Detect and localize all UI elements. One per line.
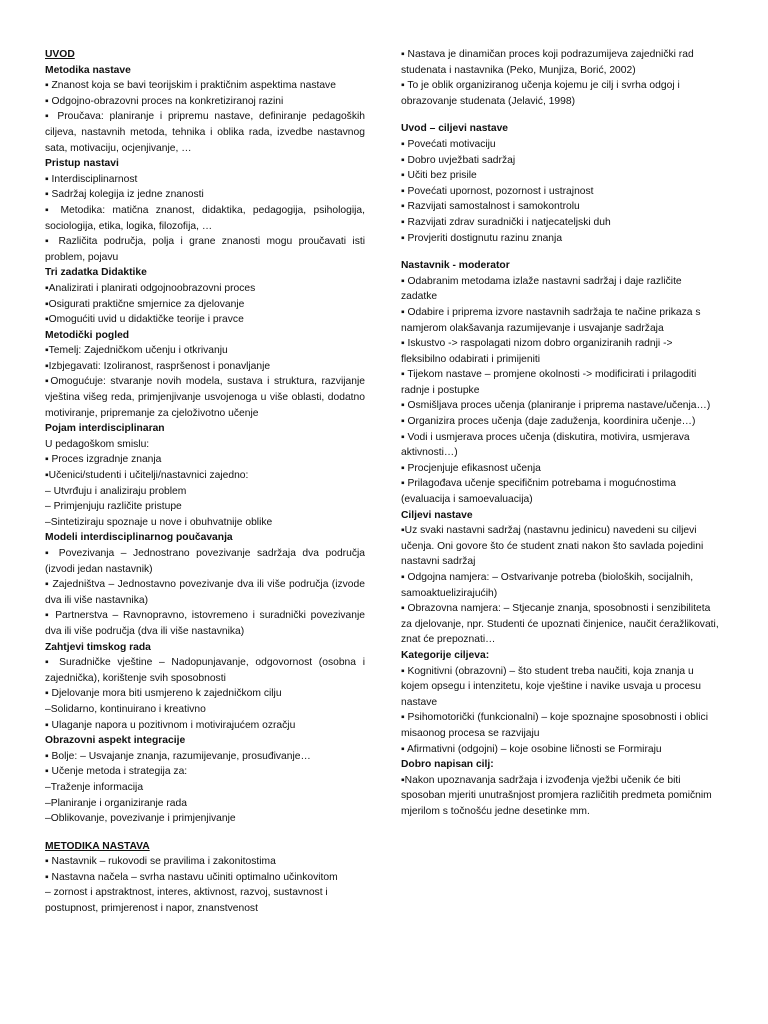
text-line: ▪ Kognitivni (obrazovni) – što student treba naučiti, koja znanja u kojem opsegu i intenzitetu, koje vještine i navike usvaja u procesu nastave xyxy=(401,665,701,708)
text-line: ▪ Dobro uvježbati sadržaj xyxy=(401,154,516,166)
text-line: ▪ Zajedništva – Jednostavno povezivanje dva ili više područja (izvode dva ili više nastavnika) xyxy=(45,579,365,606)
text-line: ▪Temelj: Zajedničkom učenju i otkrivanju xyxy=(45,345,228,357)
text-line: ▪Osigurati praktične smjernice za djelovanje xyxy=(45,298,245,310)
text-line: ▪ Nastavnik – rukovodi se pravilima i zakonitostima xyxy=(45,856,276,868)
text-line: ▪ To je oblik organiziranog učenja kojemu je cilj i svrha odgoj i obrazovanje studenata (Jelavić, 1998) xyxy=(401,80,680,107)
text-line: ▪ Povezivanja – Jednostrano povezivanje sadržaja dva područja (izvodi jedan nastavnik) xyxy=(45,548,365,575)
text-line: ▪ Povećati motivaciju xyxy=(401,138,496,150)
text-line: – Primjenjuju različite pristupe xyxy=(45,501,182,513)
text-line: ▪ Povećati upornost, pozornost i ustrajnost xyxy=(401,185,594,197)
text-line: ▪ Učenje metoda i strategija za: xyxy=(45,766,188,778)
text-line: ▪ Prilagođava učenje specifičnim potrebama i mogućnostima (evaluacija i samoevaluacija) xyxy=(401,478,676,506)
text-line: –Traženje informacija xyxy=(45,781,144,793)
text-line: ▪Učenici/studenti i učitelji/nastavnici zajedno: xyxy=(45,470,249,482)
section-heading: Obrazovni aspekt integracije xyxy=(45,735,186,747)
text-line: ▪ Djelovanje mora biti usmjereno k zajedničkom cilju xyxy=(45,688,282,700)
text-line: ▪Nakon upoznavanja sadržaja i izvođenja vježbi učenik će biti sposoban mjeriti unutrašnjost promjera različitih predmeta pomičnim mjerilom s točnošću jedne desetinke mm. xyxy=(401,774,712,817)
section-heading: Modeli interdisciplinarnog poučavanja xyxy=(45,532,233,544)
text-line: ▪ Vodi i usmjerava proces učenja (diskutira, motivira, usmjerava aktivnosti…) xyxy=(401,431,690,459)
text-line: ▪ Tijekom nastave – promjene okolnosti -> modificirati i prilagoditi radnje i postupke xyxy=(401,369,697,396)
text-line: –Oblikovanje, povezivanje i primjenjivanje xyxy=(45,813,236,825)
text-line: ▪ Odabranim metodama izlaže nastavni sadržaj i daje različite zadatke xyxy=(401,275,682,303)
text-line: ▪ Sadržaj kolegija iz jedne znanosti xyxy=(45,189,204,201)
section-heading: METODIKA NASTAVA xyxy=(45,840,150,852)
text-line: ▪ Razvijati samostalnost i samokontrolu xyxy=(401,201,580,213)
section-heading: Nastavnik - moderator xyxy=(401,260,510,272)
text-line: ▪Omogućiti uvid u didaktičke teorije i pravce xyxy=(45,314,244,326)
text-line: ▪ Organizira proces učenja (daje zaduženja, koordinira učenje…) xyxy=(401,416,696,428)
section-heading: Pojam interdisciplinaran xyxy=(45,423,165,435)
text-line: ▪ Proučava: planiranje i pripremu nastave, definiranje pedagoških ciljeva, nastavnih metoda, tehnika i oblika rada, izvedbe nastavnog sata, motivaciju, ocjenjivanje, … xyxy=(45,111,365,154)
text-line: ▪ Interdisciplinarnost xyxy=(45,173,138,185)
text-line: ▪ Bolje: – Usvajanje znanja, razumijevanje, prosuđivanje… xyxy=(45,750,311,762)
text-line: –Sintetiziraju spoznaje u nove i obuhvatnije oblike xyxy=(45,516,273,528)
text-line: ▪ Obrazovna namjera: – Stjecanje znanja, sposobnosti i senzibiliteta za djelovanje, npr. Studenti će upoznati činjenice, naučit ćeražlikovati, znat će prepoznati… xyxy=(401,603,719,646)
text-line: ▪Omogućuje: stvaranje novih modela, sustava i struktura, razvijanje vještina višeg reda, primjenjivanje usvojenoga u više oblasti, dodatno motiviranje, pripremanje za cjeloživotno učenje xyxy=(45,376,365,419)
section-heading: Kategorije ciljeva: xyxy=(401,649,490,661)
text-line: ▪ Učiti bez prisile xyxy=(401,170,477,182)
text-line: ▪ Metodika: matična znanost, didaktika, pedagogija, psihologija, sociologija, etika, logika, filozofija, … xyxy=(45,204,365,232)
text-line: ▪Izbjegavati: Izoliranost, raspršenost i ponavljanje xyxy=(45,360,271,372)
text-line: U pedagoškom smislu: xyxy=(45,438,150,450)
text-line: ▪ Suradničke vještine – Nadopunjavanje, odgovornost (osobna i zajednička), korištenje svih sposobnosti xyxy=(45,657,365,684)
text-line: –Solidarno, kontinuirano i kreativno xyxy=(45,703,206,715)
section-heading: Metodički pogled xyxy=(45,329,130,341)
text-line: ▪ Nastava je dinamičan proces koji podrazumijeva zajednički rad studenata i nastavnika (Peko, Munjiza, Borić, 2002) xyxy=(401,49,694,76)
text-line: ▪ Nastavna načela – svrha nastavu učiniti optimalno učinkovitom xyxy=(45,871,338,883)
text-line: – Utvrđuju i analiziraju problem xyxy=(45,485,187,497)
text-line: ▪ Odgojna namjera: – Ostvarivanje potreba (bioloških, socijalnih, samoaktuelizirajućih) xyxy=(401,572,694,599)
text-line: ▪ Ulaganje napora u pozitivnom i motivirajućem ozračju xyxy=(45,719,296,731)
text-line: ▪ Iskustvo -> raspolagati nizom dobro organiziranih radnji -> fleksibilno odabirati i primijeniti xyxy=(401,338,673,365)
section-heading: Uvod – ciljevi nastave xyxy=(401,123,509,135)
section-heading: Tri zadatka Didaktike xyxy=(45,267,147,279)
text-line: ▪ Afirmativni (odgojni) – koje osobine ličnosti se Formiraju xyxy=(401,743,662,755)
text-line: ▪ Odabire i priprema izvore nastavnih sadržaja te načine prikaza s namjerom olakšavanja razumijevanje i usvajanje sadržaja xyxy=(401,306,701,334)
text-line: ▪Uz svaki nastavni sadržaj (nastavnu jedinicu) navedeni su ciljevi učenja. Oni govore što će student znati nakon što savlada pojedini nastavni sadržaj xyxy=(401,525,704,568)
section-heading: Pristup nastavi xyxy=(45,158,119,170)
text-line: ▪ Znanost koja se bavi teorijskim i praktičnim aspektima nastave xyxy=(45,80,336,92)
text-line: ▪ Procjenjuje efikasnost učenja xyxy=(401,462,541,474)
section-heading: Dobro napisan cilj: xyxy=(401,759,494,771)
section-heading: Ciljevi nastave xyxy=(401,509,473,521)
left-column xyxy=(45,47,365,917)
section-heading: Metodika nastave xyxy=(45,64,131,76)
text-line: –Planiranje i organiziranje rada xyxy=(45,797,187,809)
text-line: ▪Analizirati i planirati odgojnoobrazovni proces xyxy=(45,282,256,294)
text-line: ▪ Osmišljava proces učenja (planiranje i priprema nastave/učenja…) xyxy=(401,400,711,412)
section-heading: UVOD xyxy=(45,49,75,60)
text-line: ▪ Proces izgradnje znanja xyxy=(45,454,162,466)
right-column xyxy=(401,47,719,820)
text-line: ▪ Partnerstva – Ravnopravno, istovremeno i suradnički povezivanje dva ili više područja (dva ili više nastavnika) xyxy=(45,610,365,637)
section-heading: Zahtjevi timskog rada xyxy=(45,641,151,653)
text-line: – zornost i apstraktnost, interes, aktivnost, razvoj, sustavnost i postupnost, primjerenost i napor, znanstvenost xyxy=(45,887,328,915)
text-line: ▪ Odgojno-obrazovni proces na konkretiziranoj razini xyxy=(45,95,284,107)
text-line: ▪ Različita područja, polja i grane znanosti mogu proučavati isti problem, pojavu xyxy=(45,236,365,263)
text-line: ▪ Razvijati zdrav suradnički i natjecateljski duh xyxy=(401,216,611,228)
text-line: ▪ Provjeriti dostignutu razinu znanja xyxy=(401,232,563,244)
text-line: ▪ Psihomotorički (funkcionalni) – koje spoznajne sposobnosti i oblici misaonog procesa se razvijaju xyxy=(401,712,708,739)
